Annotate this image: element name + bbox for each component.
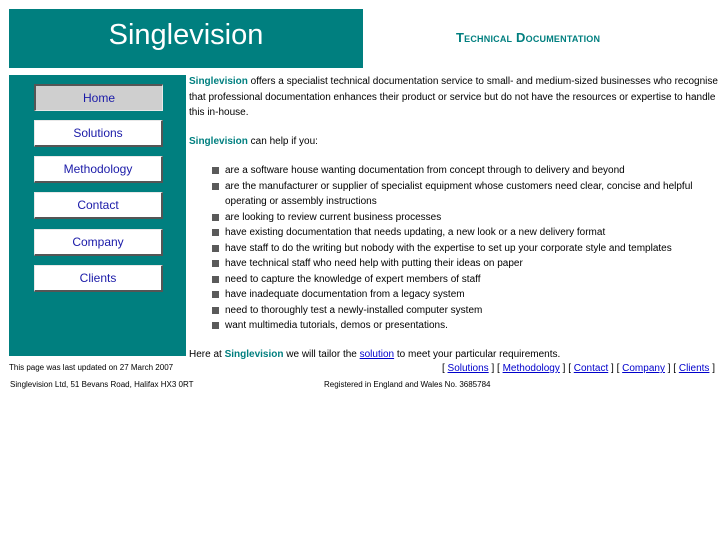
list-item	[189, 179, 722, 210]
list-item	[189, 225, 722, 241]
footer-nav: [ Solutions ] [ Methodology ] [ Contact ] [ Company ] [ Clients ]	[441, 363, 715, 374]
nav-contact-button[interactable]: Contact	[34, 192, 163, 219]
main-content	[189, 74, 722, 362]
list-item-text: have staff to do the writing but nobody with the expertise to set up your corporate style and templates	[225, 242, 672, 254]
footer-link-company[interactable]: Company	[622, 363, 665, 374]
site-title: Singlevision	[108, 19, 264, 51]
list-item-text: want multimedia tutorials, demos or presentations.	[225, 320, 448, 331]
nav-solutions-button[interactable]: Solutions	[34, 120, 163, 147]
company-address: Singlevision Ltd, 51 Bevans Road, Halifax HX3 0RT	[10, 380, 194, 389]
list-item-text: need to thoroughly test a newly-installed computer system	[225, 304, 483, 316]
list-item-text: need to capture the knowledge of expert members of staff	[225, 273, 481, 285]
header-banner	[9, 9, 363, 68]
square-bullet-icon	[212, 167, 219, 174]
list-item	[189, 318, 722, 334]
brand-name: Singlevision	[189, 135, 248, 147]
square-bullet-icon	[212, 307, 219, 314]
square-bullet-icon	[212, 276, 219, 283]
list-item	[189, 256, 722, 272]
square-bullet-icon	[212, 245, 219, 252]
square-bullet-icon	[212, 260, 219, 267]
intro-text: offers a specialist technical documentation service to small- and medium-sized businesses who recognise that professional documentation enhances their product or service but do not have the resources or expertise to handle this in-house.	[189, 76, 718, 118]
help-paragraph	[189, 134, 722, 150]
list-item-text: are looking to review current business processes	[225, 211, 442, 223]
list-item	[189, 241, 722, 257]
list-item	[189, 287, 722, 303]
brand-name: Singlevision	[224, 348, 284, 360]
closing-paragraph	[189, 347, 722, 363]
list-item	[189, 303, 722, 319]
square-bullet-icon	[212, 291, 219, 298]
list-item-text: have existing documentation that needs updating, a new look or a new delivery format	[225, 227, 606, 238]
closing-text-end: to meet your particular requirements.	[394, 348, 561, 360]
footer-link-solutions[interactable]: Solutions	[447, 363, 489, 374]
square-bullet-icon	[212, 229, 219, 236]
sidebar	[9, 75, 186, 356]
nav-clients-button[interactable]: Clients	[34, 265, 163, 292]
square-bullet-icon	[212, 322, 219, 329]
list-item-text: are the manufacturer or supplier of specialist equipment whose customers need clear, concise and helpful operating or assembly instructions	[225, 180, 693, 207]
registration-number: Registered in England and Wales No. 3685784	[324, 380, 491, 389]
list-item	[189, 272, 722, 288]
help-text: can help if you:	[247, 135, 318, 147]
list-item	[189, 210, 722, 226]
solution-link[interactable]: solution	[359, 348, 395, 360]
benefits-list	[189, 163, 722, 334]
last-updated-text: This page was last updated on 27 March 2007	[9, 363, 174, 372]
footer-link-methodology[interactable]: Methodology	[502, 363, 560, 374]
closing-text-mid: we will tailor the	[283, 348, 360, 360]
brand-name: Singlevision	[189, 76, 248, 87]
footer-link-contact[interactable]: Contact	[573, 363, 609, 374]
list-item-text: are a software house wanting documentation from concept through to delivery and beyond	[225, 165, 625, 176]
square-bullet-icon	[212, 214, 219, 221]
list-item-text: have inadequate documentation from a legacy system	[225, 289, 465, 300]
nav-company-button[interactable]: Company	[34, 229, 163, 256]
square-bullet-icon	[212, 183, 219, 190]
nav-home-button[interactable]: Home	[34, 84, 163, 111]
list-item-text: have technical staff who need help with putting their ideas on paper	[225, 258, 523, 269]
tagline: Technical Documentation	[456, 30, 601, 45]
footer-link-clients[interactable]: Clients	[678, 363, 710, 374]
closing-text-start: Here at	[189, 348, 225, 360]
intro-paragraph	[189, 74, 722, 121]
nav-methodology-button[interactable]: Methodology	[34, 156, 163, 183]
list-item	[189, 163, 722, 179]
